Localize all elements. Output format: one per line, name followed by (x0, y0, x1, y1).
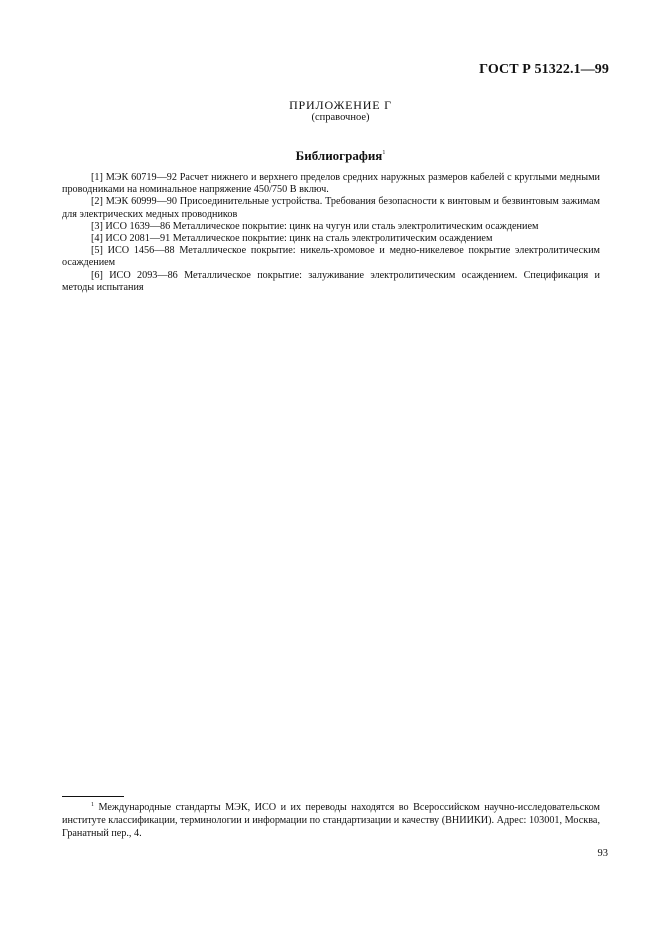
page-number: 93 (597, 848, 608, 859)
bibliography-item: [4] ИСО 2081—91 Металлическое покрытие: цинк на сталь электролитическим осаждением (91, 233, 493, 245)
bibliography-item: [5] ИСО 1456—88 Металлическое покрытие: никель-хромовое и медно-никелевое покрытие электролитическим осаждением (62, 245, 600, 269)
footnote-reference: 1 (382, 150, 386, 156)
bibliography-heading-text: Библиография (295, 148, 383, 163)
footnote (62, 799, 600, 840)
bibliography-item: [6] ИСО 2093—86 Металлическое покрытие: залуживание электролитическим осаждением. Спецификация и методы испытания (62, 269, 600, 293)
footnote-mark: 1 (91, 802, 94, 808)
document-code: ГОСТ Р 51322.1—99 (479, 62, 609, 77)
footnote-text: Международные стандарты МЭК, ИСО и их переводы находятся во Всероссийском научно-исследовательском институте классификации, терминологии и информации по стандартизации и качеству (ВНИИКИ). Адрес: 103001, Москва, Гранатный пер., 4. (62, 802, 600, 839)
bibliography-heading (10, 148, 661, 164)
bibliography-item: [2] МЭК 60999—90 Присоединительные устройства. Требования безопасности к винтовым и безвинтовым зажимам для электрических медных проводников (62, 196, 600, 220)
footnote-divider (62, 796, 124, 797)
bibliography-list (62, 172, 600, 294)
bibliography-item: [1] МЭК 60719—92 Расчет нижнего и верхнего пределов средних наружных размеров кабелей с круглыми медными проводниками на номинальное напряжение 450/750 В включ. (62, 172, 600, 196)
appendix-title: ПРИЛОЖЕНИЕ Г (289, 98, 392, 112)
bibliography-item: [3] ИСО 1639—86 Металлическое покрытие: цинк на чугун или сталь электролитическим осаждением (91, 220, 539, 232)
appendix-subtitle: (справочное) (311, 112, 370, 123)
